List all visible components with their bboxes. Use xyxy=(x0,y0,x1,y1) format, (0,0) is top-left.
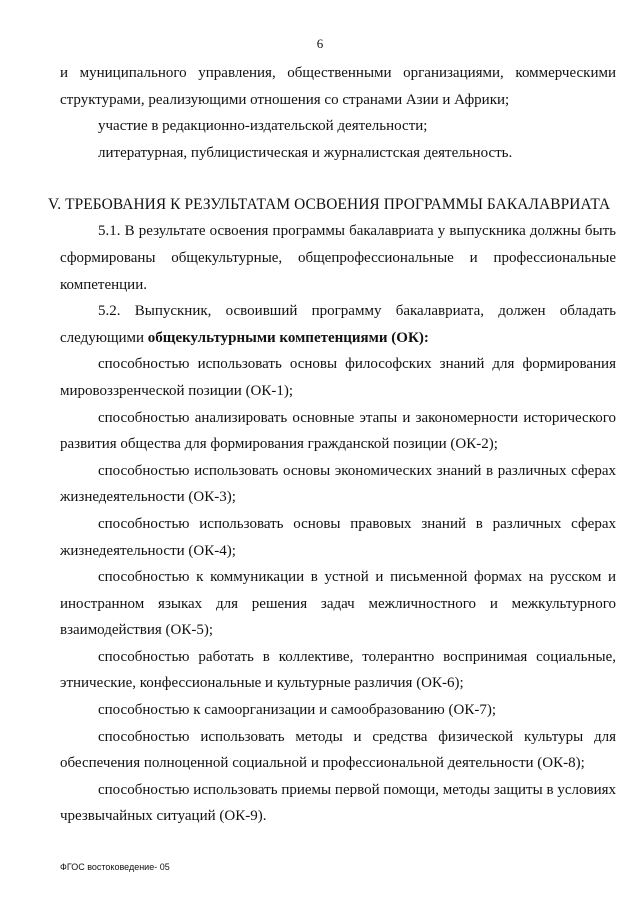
activity-editorial: участие в редакционно-издательской деятельности; xyxy=(98,118,428,135)
competence-ok-5: способностью к коммуникации в устной и письменной формах на русском и иностранном языках для решения задач межличностного и межкультурного взаимодействия (ОК-5); xyxy=(60,569,616,639)
section-heading: V. ТРЕБОВАНИЯ К РЕЗУЛЬТАТАМ ОСВОЕНИЯ ПРОГРАММЫ БАКАЛАВРИАТА xyxy=(48,196,611,214)
competence-ok-2: способностью анализировать основные этапы и закономерности исторического развития общества для формирования гражданской позиции (ОК-2); xyxy=(60,409,616,453)
intro-paragraph: и муниципального управления, общественными организациями, коммерческими структурами, реализующими отношения со странами Азии и Африки; xyxy=(60,65,616,108)
competence-ok-7: способностью к самоорганизации и самообразованию (ОК-7); xyxy=(98,702,497,719)
paragraph-5-2-bold: общекультурными компетенциями (ОК): xyxy=(147,329,429,346)
competence-ok-8: способностью использовать методы и средства физической культуры для обеспечения полноценной социальной и профессиональной деятельности (ОК-8); xyxy=(60,728,616,772)
footer-label: ФГОС востоковедение- 05 xyxy=(60,862,170,872)
page-number: 6 xyxy=(316,36,324,51)
activity-literary: литературная, публицистическая и журналистская деятельность. xyxy=(98,144,513,161)
paragraph-5-2-text: 5.2. Выпускник, освоивший программу бакалавриата, должен обладать следующими xyxy=(60,303,616,346)
competence-ok-1: способностью использовать основы философских знаний для формирования мировоззренческой позиции (ОК-1); xyxy=(60,356,616,399)
competence-ok-9: способностью использовать приемы первой помощи, методы защиты в условиях чрезвычайных ситуаций (ОК-9). xyxy=(60,781,616,825)
document-body xyxy=(48,60,616,830)
competence-ok-3: способностью использовать основы экономических знаний в различных сферах жизнедеятельности (ОК-3); xyxy=(60,462,616,506)
competence-ok-4: способностью использовать основы правовых знаний в различных сферах жизнедеятельности (ОК-4); xyxy=(60,515,616,559)
competence-ok-6: способностью работать в коллективе, толерантно воспринимая социальные, этнические, конфессиональные и культурные различия (ОК-6); xyxy=(60,648,616,692)
paragraph-5-2 xyxy=(60,298,616,351)
paragraph-5-1: 5.1. В результате освоения программы бакалавриата у выпускника должны быть сформированы общекультурные, общепрофессиональные и профессиональные компетенции. xyxy=(60,223,616,293)
